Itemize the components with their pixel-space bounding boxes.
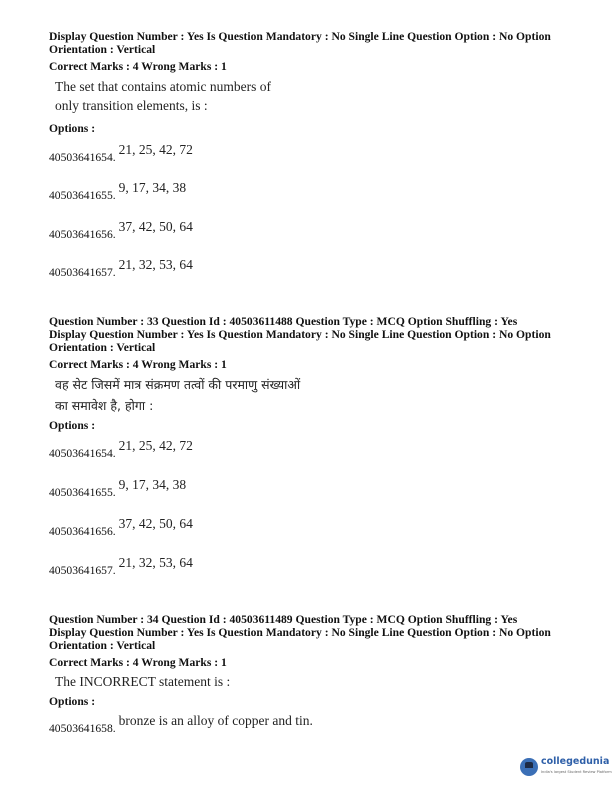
option-id: 40503641657. [49,564,116,577]
q33-question-line-1: वह सेट जिसमें मात्र संक्रमण तत्वों की परमाणु संख्याओं [55,377,301,392]
q33-option[interactable] [49,477,187,501]
option-text: 21, 25, 42, 72 [118,438,193,453]
q32-question-line-1: The set that contains atomic numbers of [55,79,271,94]
q33-option[interactable] [49,555,193,579]
option-id: 40503641654. [49,151,116,164]
q32-option[interactable] [49,257,193,281]
q32-option[interactable] [49,219,193,243]
option-text: 21, 32, 53, 64 [118,257,193,272]
q34-orientation: Orientation : Vertical [49,639,156,652]
q33-display-line: Display Question Number : Yes Is Question Mandatory : No Single Line Question Option : No Option [49,328,551,341]
q33-question-line-2: का समावेश है, होगा : [55,398,154,413]
option-text: 9, 17, 34, 38 [118,180,187,195]
q33-options-label: Options : [49,419,96,432]
logo-tagline: India's largest Student Review Platform [541,770,612,774]
q34-question-line-1: The INCORRECT statement is : [55,674,231,689]
q32-display-line: Display Question Number : Yes Is Question Mandatory : No Single Line Question Option : No Option [49,30,551,43]
q32-marks: Correct Marks : 4 Wrong Marks : 1 [49,60,227,73]
option-text: 37, 42, 50, 64 [118,516,193,531]
option-text: 21, 25, 42, 72 [118,142,193,157]
student-avatar-icon [520,758,538,776]
q34-option[interactable] [49,713,313,737]
option-id: 40503641657. [49,266,116,279]
q34-options-label: Options : [49,695,96,708]
q34-header: Question Number : 34 Question Id : 40503611489 Question Type : MCQ Option Shuffling : Yes [49,613,518,626]
option-id: 40503641656. [49,228,116,241]
option-id: 40503641655. [49,486,116,499]
q33-marks: Correct Marks : 4 Wrong Marks : 1 [49,358,227,371]
option-text: 37, 42, 50, 64 [118,219,193,234]
q32-option[interactable] [49,180,187,204]
option-id: 40503641655. [49,189,116,202]
option-id: 40503641656. [49,525,116,538]
collegedunia-logo [520,757,612,777]
q34-display-line: Display Question Number : Yes Is Question Mandatory : No Single Line Question Option : No Option [49,626,551,639]
option-id: 40503641658. [49,722,116,735]
q33-orientation: Orientation : Vertical [49,341,156,354]
q33-header: Question Number : 33 Question Id : 40503611488 Question Type : MCQ Option Shuffling : Yes [49,315,518,328]
option-text: 9, 17, 34, 38 [118,477,187,492]
option-text: 21, 32, 53, 64 [118,555,193,570]
q32-option[interactable] [49,142,193,166]
q33-option[interactable] [49,438,193,462]
q34-marks: Correct Marks : 4 Wrong Marks : 1 [49,656,227,669]
option-id: 40503641654. [49,447,116,460]
q32-orientation: Orientation : Vertical [49,43,156,56]
logo-brand: collegedunia [541,756,610,767]
option-text: bronze is an alloy of copper and tin. [118,713,313,728]
q33-option[interactable] [49,516,193,540]
q32-question-line-2: only transition elements, is : [55,98,208,113]
q32-options-label: Options : [49,122,96,135]
